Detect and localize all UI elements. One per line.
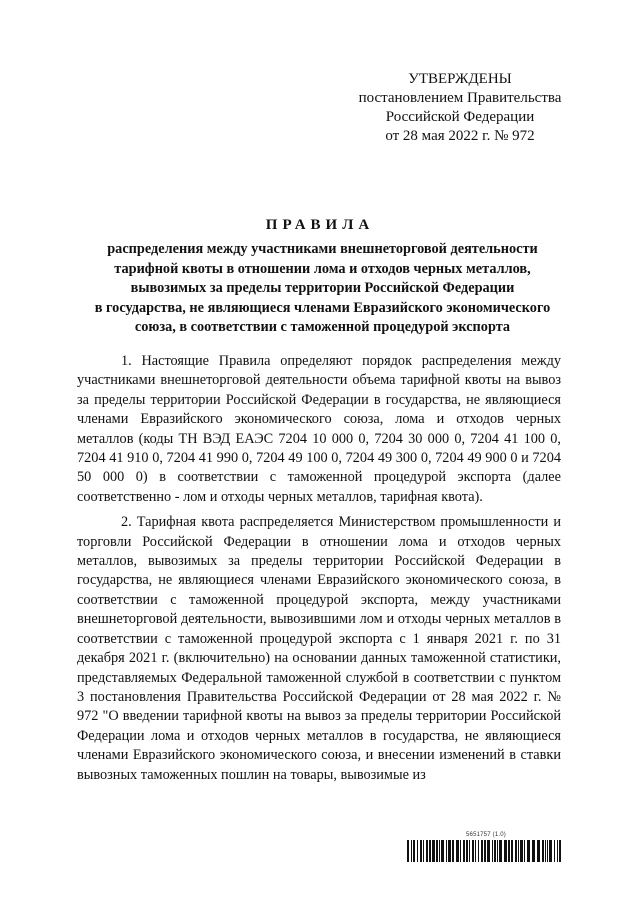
document-code: 5651757 (1.0) [466, 832, 506, 838]
subtitle-line: тарифной квоты в отношении лома и отходов черных металлов, [114, 260, 531, 277]
document-subtitle [70, 240, 575, 338]
document-body [77, 352, 561, 785]
subtitle-line: вывозимых за пределы территории Российской Федерации [130, 280, 515, 296]
barcode-icon [407, 840, 562, 862]
approval-date: от 28 мая 2022 г. № 972 [385, 128, 535, 144]
subtitle-line: распределения между участниками внешнеторговой деятельности [107, 241, 538, 257]
subtitle-line: в государства, не являющиеся членами Евразийского экономического [94, 299, 551, 316]
approval-line: Российской Федерации [385, 109, 535, 125]
subtitle-line: союза, в соответствии с таможенной процедурой экспорта [134, 319, 511, 335]
paragraph-2: 2. Тарифная квота распределяется Министерством промышленности и торговли Российской Федерации в отношении лома и отходов черных металлов, вывозимых за пределы территории Российской Федерации в государства, не являющиеся членами Евразийского экономического союза, в соответствии с таможенной процедурой экспорта, между участниками внешнеторговой деятельности, вывозившими лом и отходы черных металлов в соответствии с таможенной процедурой экспорта с 1 января 2021 г. по 31 декабря 2021 г. (включительно) на основании данных таможенной статистики, представляемых Федеральной таможенной службой в соответствии с пунктом 3 постановления Правительства Российской Федерации от 28 мая 2022 г. № 972 "О введении тарифной квоты на вывоз за пределы территории Российской Федерации лома и отходов черных металлов в государства, не являющиеся членами Евразийского экономического союза, и внесении изменений в ставки вывозных таможенных пошлин на товары, вывозимые из [77, 514, 561, 783]
approval-line: постановлением Правительства [358, 90, 562, 106]
approval-block [330, 70, 590, 146]
paragraph-1: 1. Настоящие Правила определяют порядок распределения между участниками внешнеторговой деятельности объема тарифной квоты на вывоз за пределы территории Российской Федерации в государства, не являющиеся членами Евразийского экономического союза, лома и отходов черных металлов (коды ТН ВЭД ЕАЭС 7204 10 000 0, 7204 30 000 0, 7204 41 100 0, 7204 41 910 0, 7204 41 990 0, 7204 49 100 0, 7204 49 300 0, 7204 49 900 0 и 7204 50 000 0) в соответствии с таможенной процедурой экспорта (далее соответственно - лом и отходы черных металлов, тарифная квота). [77, 353, 561, 505]
document-title: ПРАВИЛА [265, 217, 375, 233]
approval-heading: УТВЕРЖДЕНЫ [408, 71, 512, 87]
